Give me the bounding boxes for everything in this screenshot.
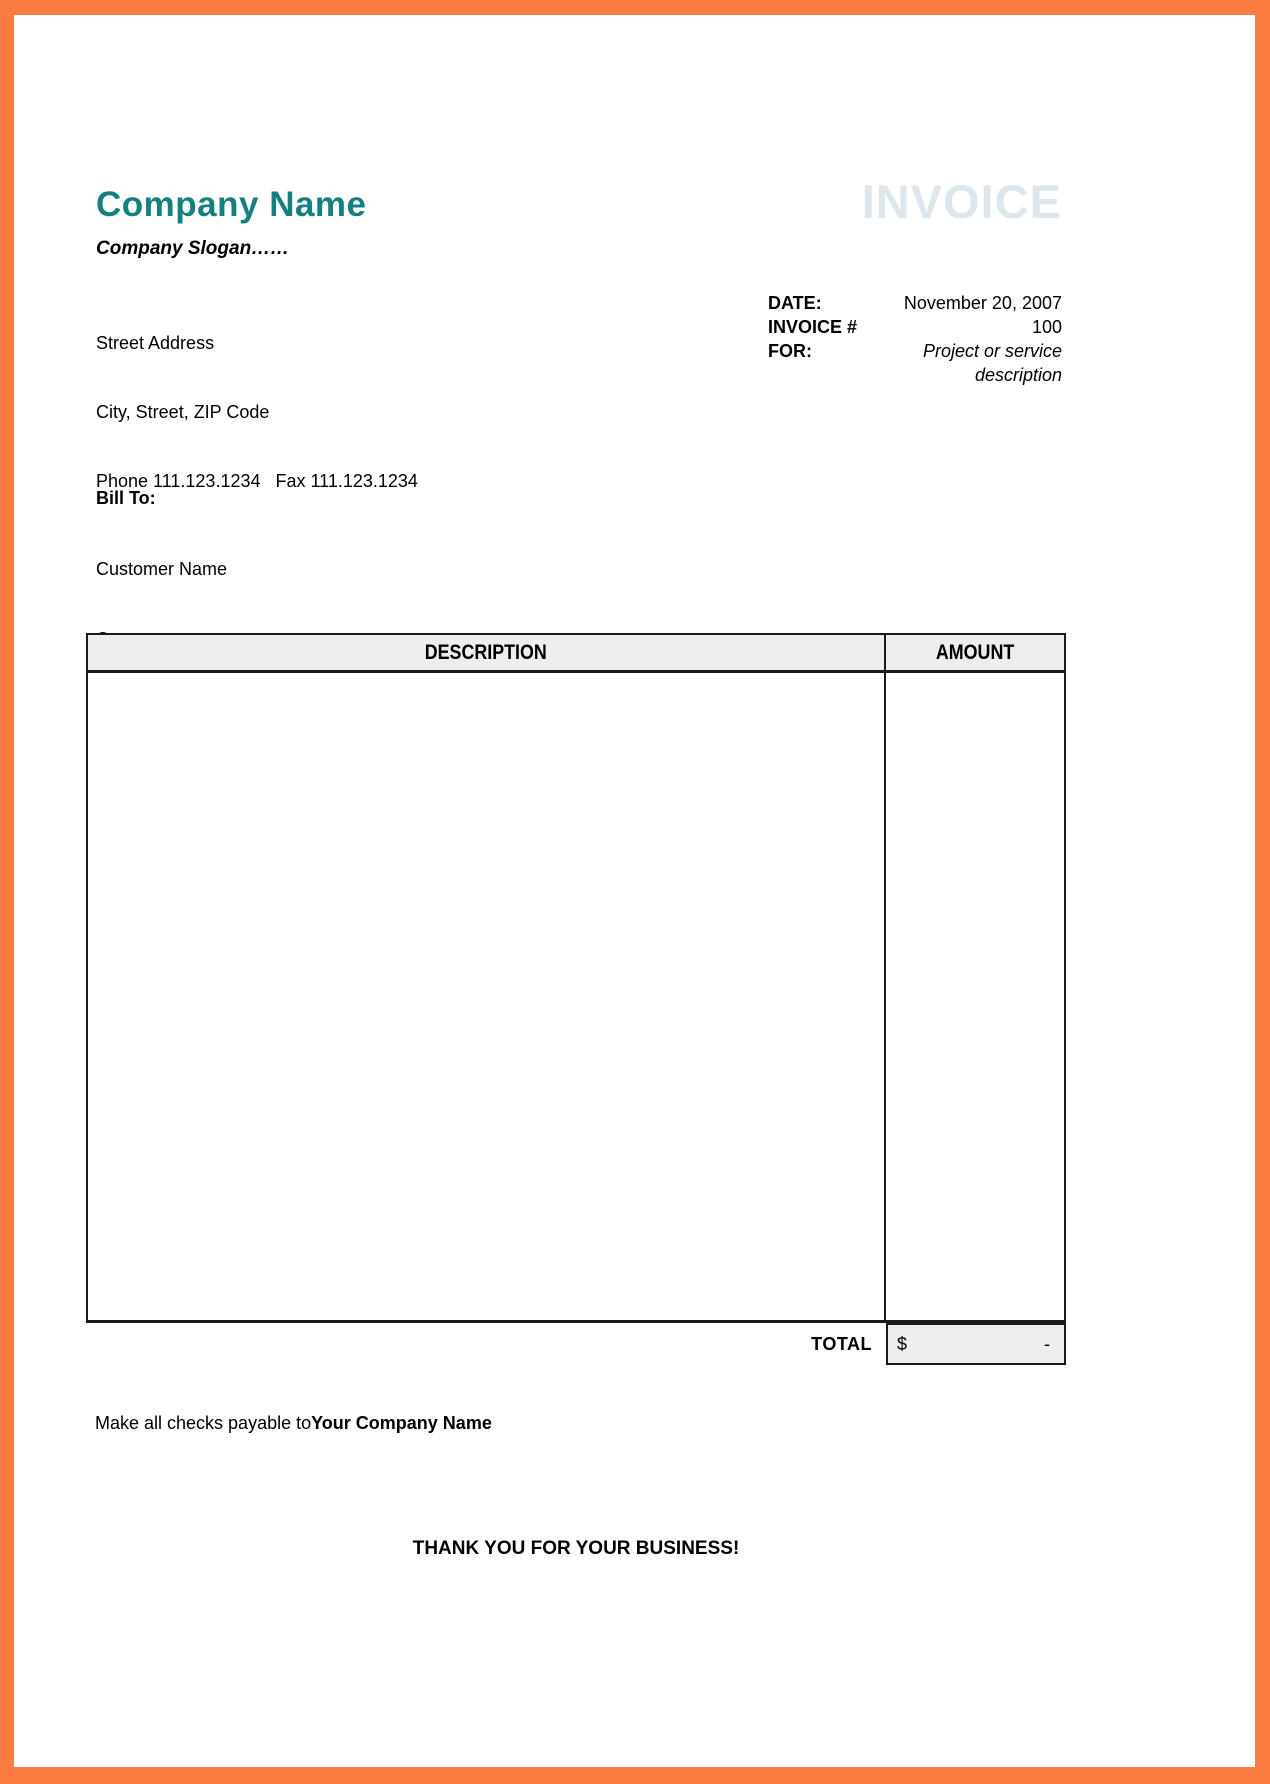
thank-you-note: THANK YOU FOR YOUR BUSINESS! (412, 1538, 740, 1559)
total-label: TOTAL (811, 1334, 872, 1354)
meta-row-for-continued (768, 363, 1062, 387)
column-header-amount: AMOUNT (935, 640, 1015, 664)
invoice-meta (768, 291, 1062, 387)
items-table-body (86, 673, 1066, 1323)
payable-company-name: Your Company Name (311, 1413, 492, 1433)
amount-cell (886, 673, 1064, 1320)
invoice-number-label: INVOICE # (768, 317, 858, 337)
date-label: DATE: (768, 293, 822, 313)
date-value: November 20, 2007 (903, 293, 1062, 313)
company-slogan: Company Slogan…… (96, 238, 290, 259)
bill-to-label: Bill To: (96, 488, 156, 508)
currency-symbol: $ (897, 1333, 908, 1354)
items-table-header (86, 633, 1066, 673)
address-line-1: Street Address (96, 333, 215, 353)
for-value-line-1: Project or service (922, 341, 1062, 361)
address-line-3: Phone 111.123.1234 Fax 111.123.1234 (96, 471, 418, 491)
column-header-description: DESCRIPTION (88, 635, 886, 670)
for-label: FOR: (768, 341, 812, 361)
items-table (86, 633, 1066, 1323)
payable-text: Make all checks payable to (95, 1413, 312, 1433)
address-line-2: City, Street, ZIP Code (96, 402, 270, 422)
meta-row-invoice-number (768, 315, 1062, 339)
meta-row-date (768, 291, 1062, 315)
total-amount-value: - (1044, 1333, 1050, 1354)
for-value-line-2: description (974, 365, 1062, 385)
total-amount-cell (886, 1323, 1066, 1365)
invoice-title: INVOICE (861, 175, 1062, 228)
meta-row-for (768, 339, 1062, 363)
payable-note (95, 1413, 492, 1434)
description-cell (88, 673, 886, 1320)
invoice-number-value: 100 (1031, 317, 1062, 337)
company-name: Company Name (96, 185, 367, 224)
bill-to-line-1: Customer Name (96, 558, 228, 579)
